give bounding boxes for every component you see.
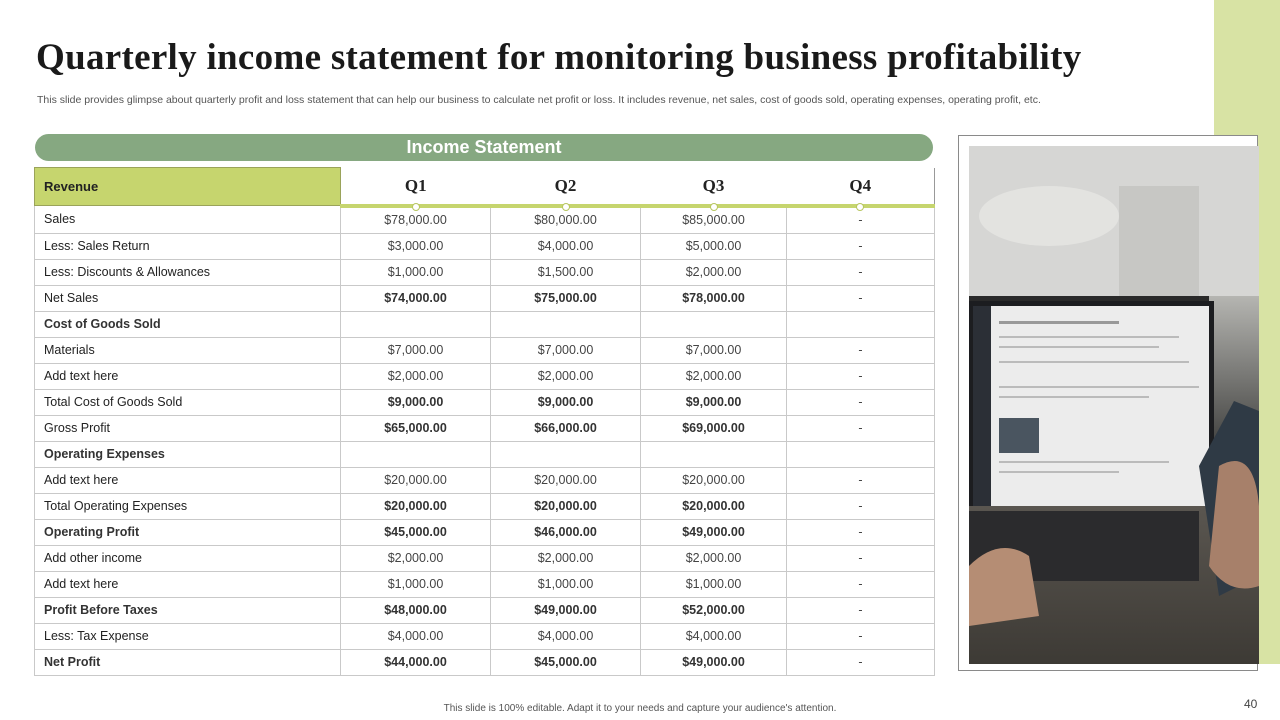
row-label-cell: Add other income	[35, 545, 341, 571]
q3-value-cell: $2,000.00	[641, 259, 787, 285]
q3-value-cell: $2,000.00	[641, 363, 787, 389]
q2-value-cell: $20,000.00	[491, 493, 641, 519]
q1-value-cell: $7,000.00	[341, 337, 491, 363]
q2-value-cell: $4,000.00	[491, 233, 641, 259]
q1-value-cell: $20,000.00	[341, 493, 491, 519]
q2-value-cell: $46,000.00	[491, 519, 641, 545]
q4-value-cell: -	[787, 285, 935, 311]
table-row	[35, 285, 935, 311]
row-label-cell: Total Cost of Goods Sold	[35, 389, 341, 415]
photo-frame	[958, 135, 1258, 671]
row-label-cell: Add text here	[35, 571, 341, 597]
quarter-header-q3	[641, 168, 787, 206]
table-row	[35, 389, 935, 415]
table-row	[35, 415, 935, 441]
quarter-label: Q4	[849, 175, 872, 195]
quarter-header-q4	[787, 168, 935, 206]
table-row	[35, 571, 935, 597]
q3-value-cell: $69,000.00	[641, 415, 787, 441]
q2-value-cell: $20,000.00	[491, 467, 641, 493]
revenue-header-cell: Revenue	[35, 168, 341, 206]
table-row	[35, 467, 935, 493]
table-row	[35, 649, 935, 675]
q2-value-cell: $2,000.00	[491, 545, 641, 571]
slide-title: Quarterly income statement for monitoring business profitability	[36, 37, 1082, 78]
footer-note: This slide is 100% editable. Adapt it to your needs and capture your audience's attention.	[443, 703, 837, 714]
q1-value-cell: $65,000.00	[341, 415, 491, 441]
q2-value-cell: $9,000.00	[491, 389, 641, 415]
q3-value-cell: $20,000.00	[641, 493, 787, 519]
row-label-cell: Less: Discounts & Allowances	[35, 259, 341, 285]
q4-value-cell: -	[787, 519, 935, 545]
row-label-cell: Operating Profit	[35, 519, 341, 545]
q4-value-cell: -	[787, 363, 935, 389]
q1-value-cell: $78,000.00	[341, 206, 491, 234]
row-label-cell: Total Operating Expenses	[35, 493, 341, 519]
q4-value-cell: -	[787, 493, 935, 519]
q1-value-cell: $20,000.00	[341, 467, 491, 493]
q4-value-cell: -	[787, 467, 935, 493]
q4-value-cell: -	[787, 415, 935, 441]
q3-value-cell: $49,000.00	[641, 649, 787, 675]
q1-value-cell: $4,000.00	[341, 623, 491, 649]
q4-value-cell: -	[787, 571, 935, 597]
header-dot-marker	[856, 203, 864, 211]
table-row	[35, 311, 935, 337]
q2-value-cell: $7,000.00	[491, 337, 641, 363]
header-dot-marker	[562, 203, 570, 211]
q2-value-cell: $75,000.00	[491, 285, 641, 311]
header-dot-marker	[710, 203, 718, 211]
q2-value-cell: $66,000.00	[491, 415, 641, 441]
banner-label: Income Statement	[406, 137, 562, 157]
q1-value-cell: $48,000.00	[341, 597, 491, 623]
laptop-photo-illustration	[969, 146, 1259, 664]
q4-value-cell: -	[787, 545, 935, 571]
table-row	[35, 519, 935, 545]
q4-value-cell: -	[787, 623, 935, 649]
q3-value-cell: $85,000.00	[641, 206, 787, 234]
row-label-cell: Net Sales	[35, 285, 341, 311]
table-row	[35, 233, 935, 259]
table-row	[35, 337, 935, 363]
quarter-label: Q1	[404, 175, 427, 195]
q3-value-cell: $7,000.00	[641, 337, 787, 363]
q3-value-cell: $52,000.00	[641, 597, 787, 623]
q1-value-cell: $2,000.00	[341, 363, 491, 389]
table-row	[35, 363, 935, 389]
table-row	[35, 441, 935, 467]
q4-value-cell: -	[787, 389, 935, 415]
q2-value-cell: $1,500.00	[491, 259, 641, 285]
page-number: 40	[1244, 697, 1258, 711]
table-row	[35, 623, 935, 649]
row-label-cell: Profit Before Taxes	[35, 597, 341, 623]
table-row	[35, 597, 935, 623]
quarter-header-q1	[341, 168, 491, 206]
income-statement-table	[34, 167, 935, 676]
q1-value-cell: $45,000.00	[341, 519, 491, 545]
q3-value-cell: $1,000.00	[641, 571, 787, 597]
q3-value-cell	[641, 311, 787, 337]
q1-value-cell	[341, 441, 491, 467]
row-label-cell: Cost of Goods Sold	[35, 311, 341, 337]
slide-subtitle: This slide provides glimpse about quarterly profit and loss statement that can help our business to calculate net profit or loss. It includes revenue, net sales, cost of goods sold, operating expenses, operating profit, etc.	[37, 94, 1041, 106]
q2-value-cell: $49,000.00	[491, 597, 641, 623]
q2-value-cell	[491, 311, 641, 337]
q1-value-cell: $1,000.00	[341, 259, 491, 285]
q1-value-cell: $1,000.00	[341, 571, 491, 597]
laptop-photo	[969, 146, 1259, 664]
q1-value-cell: $2,000.00	[341, 545, 491, 571]
table-header-row	[35, 168, 935, 206]
q1-value-cell: $3,000.00	[341, 233, 491, 259]
q4-value-cell: -	[787, 259, 935, 285]
row-label-cell: Sales	[35, 206, 341, 234]
q3-value-cell: $2,000.00	[641, 545, 787, 571]
table-row	[35, 545, 935, 571]
row-label-cell: Net Profit	[35, 649, 341, 675]
q2-value-cell: $1,000.00	[491, 571, 641, 597]
income-statement-banner	[35, 134, 933, 161]
q1-value-cell: $74,000.00	[341, 285, 491, 311]
table-row	[35, 206, 935, 234]
q4-value-cell: -	[787, 233, 935, 259]
q2-value-cell: $45,000.00	[491, 649, 641, 675]
quarter-label: Q3	[702, 175, 725, 195]
row-label-cell: Operating Expenses	[35, 441, 341, 467]
quarter-label: Q2	[554, 175, 577, 195]
q3-value-cell: $49,000.00	[641, 519, 787, 545]
row-label-cell: Add text here	[35, 467, 341, 493]
row-label-cell: Add text here	[35, 363, 341, 389]
row-label-cell: Less: Sales Return	[35, 233, 341, 259]
q1-value-cell	[341, 311, 491, 337]
row-label-cell: Materials	[35, 337, 341, 363]
q1-value-cell: $44,000.00	[341, 649, 491, 675]
row-label-cell: Gross Profit	[35, 415, 341, 441]
q2-value-cell: $2,000.00	[491, 363, 641, 389]
q3-value-cell: $4,000.00	[641, 623, 787, 649]
table-row	[35, 493, 935, 519]
q4-value-cell: -	[787, 649, 935, 675]
q3-value-cell	[641, 441, 787, 467]
q4-value-cell: -	[787, 206, 935, 234]
q4-value-cell	[787, 311, 935, 337]
header-dot-marker	[412, 203, 420, 211]
q4-value-cell	[787, 441, 935, 467]
q3-value-cell: $9,000.00	[641, 389, 787, 415]
quarter-header-q2	[491, 168, 641, 206]
table-row	[35, 259, 935, 285]
table-body	[35, 206, 935, 676]
q4-value-cell: -	[787, 337, 935, 363]
q2-value-cell: $4,000.00	[491, 623, 641, 649]
q4-value-cell: -	[787, 597, 935, 623]
q3-value-cell: $20,000.00	[641, 467, 787, 493]
q2-value-cell: $80,000.00	[491, 206, 641, 234]
q2-value-cell	[491, 441, 641, 467]
q3-value-cell: $78,000.00	[641, 285, 787, 311]
row-label-cell: Less: Tax Expense	[35, 623, 341, 649]
q1-value-cell: $9,000.00	[341, 389, 491, 415]
q3-value-cell: $5,000.00	[641, 233, 787, 259]
income-statement-table-container	[34, 167, 934, 676]
